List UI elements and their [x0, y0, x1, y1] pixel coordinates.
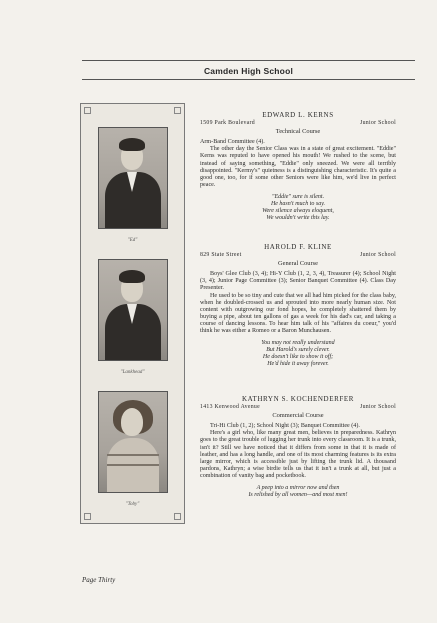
student-entry [200, 244, 396, 368]
portrait-photo-kerns [98, 127, 168, 229]
corner-ornament [84, 107, 91, 114]
student-poem [200, 485, 396, 499]
corner-ornament [84, 513, 91, 520]
student-name: KATHRYN S. KOCHENDERFER [241, 395, 354, 403]
poem-line: He hasn't much to say. [270, 200, 326, 207]
student-bio: The other day the Senior Class was in a state of great excitement. "Eddie" Kerns was reputed to have opened his mouth! We rushed to the scene, but instead of saying something, "Eddie" only sneezed. We were all terribly disappointed. "Kermy's" quietness is a distinguishing characteristic. It's quite a good one, too, for if some other Seniors were like him, we'd live in perfect peace. [200, 146, 396, 188]
student-school: Junior School [360, 404, 396, 411]
photo-panel [80, 103, 185, 524]
address-line [200, 404, 396, 411]
student-bio: He used to be so tiny and cute that we all had him picked for the class baby, when he doubled-crossed us and sprouted into more nearly human size. Not content with outgrowing our fond hopes, he completely shattered them by buying a pipe, about ten gallons of gas a week for his dad's car, and taking a course of dancing lessons. To hear him talk of his "affaires du coeur," you'd think he was either a Romeo or a Baron Munchausen. [200, 292, 396, 335]
poem-line: He'd hide it away forever. [267, 361, 329, 368]
student-activities: Arm-Band Committee (4). [200, 139, 265, 146]
student-address: 1413 Kenwood Avenue [200, 404, 261, 411]
student-entry [200, 112, 396, 222]
student-school: Junior School [360, 120, 396, 127]
student-poem [200, 194, 396, 222]
poem-line: We wouldn't write this lay. [266, 214, 330, 221]
student-name: EDWARD L. KERNS [262, 111, 334, 119]
address-line [200, 120, 396, 127]
student-school: Junior School [360, 252, 396, 259]
poem-line: A peep into a mirror now and then [256, 485, 340, 492]
student-bio: Here's a girl who, like many great men, believes in preparedness. Kathryn goes to the great trouble of lugging her trunk into every classroom. It is a trunk, isn't it? Still we have noticed that it differs from some in that it is made of leather, and has a long handle, and one of its most charming features is its extra large mirror, which is accessible just by lifting the trunk lid. A thousand pardons, Kathryn; a wise birdie tells us that it isn't a trunk at all, but just a combination of vanity bag and pocketbook. [200, 430, 396, 479]
student-course: Technical Course [275, 128, 321, 136]
page-header: Camden High School [203, 66, 294, 76]
poem-line: He doesn't like to show it off; [262, 354, 334, 361]
header-rule [82, 79, 415, 80]
student-course: General Course [278, 260, 318, 268]
photo-caption: "Toby" [125, 502, 140, 507]
student-course: Commercial Course [272, 412, 324, 420]
poem-line: You may not really understand [261, 340, 335, 347]
corner-ornament [174, 513, 181, 520]
poem-line: "Eddie" sure is silent. [271, 193, 325, 200]
student-poem [200, 340, 396, 368]
student-activities: Tri-Hi Club (1, 2); School Night (3); Banquet Committee (4). [210, 423, 360, 430]
portrait-photo-kochenderfer [98, 391, 168, 493]
student-address: 829 State Street [200, 252, 242, 259]
page-number: Page Thirty [82, 576, 116, 584]
photo-caption: "Lankhead" [120, 370, 145, 375]
corner-ornament [174, 107, 181, 114]
photo-caption: "Ed" [127, 238, 138, 243]
student-address: 1509 Park Boulevard [200, 120, 255, 127]
address-line [200, 252, 396, 259]
student-activities: Boys' Glee Club (3, 4); Hi-Y Club (1, 2, 3, 4), Treasurer (4); School Night (3, 4); Junior Page Committee (3); Senior Banquet Committee (4). Class Day Presenter. [200, 271, 396, 292]
student-entry [200, 396, 396, 499]
poem-line: Is relished by all women—and most men! [248, 492, 348, 499]
poem-line: Were silence always eloquent, [262, 207, 334, 214]
portrait-photo-kline [98, 259, 168, 361]
student-name: HAROLD F. KLINE [264, 243, 332, 251]
top-rule [82, 60, 415, 61]
poem-line: But Harold's surely clever. [266, 347, 330, 354]
